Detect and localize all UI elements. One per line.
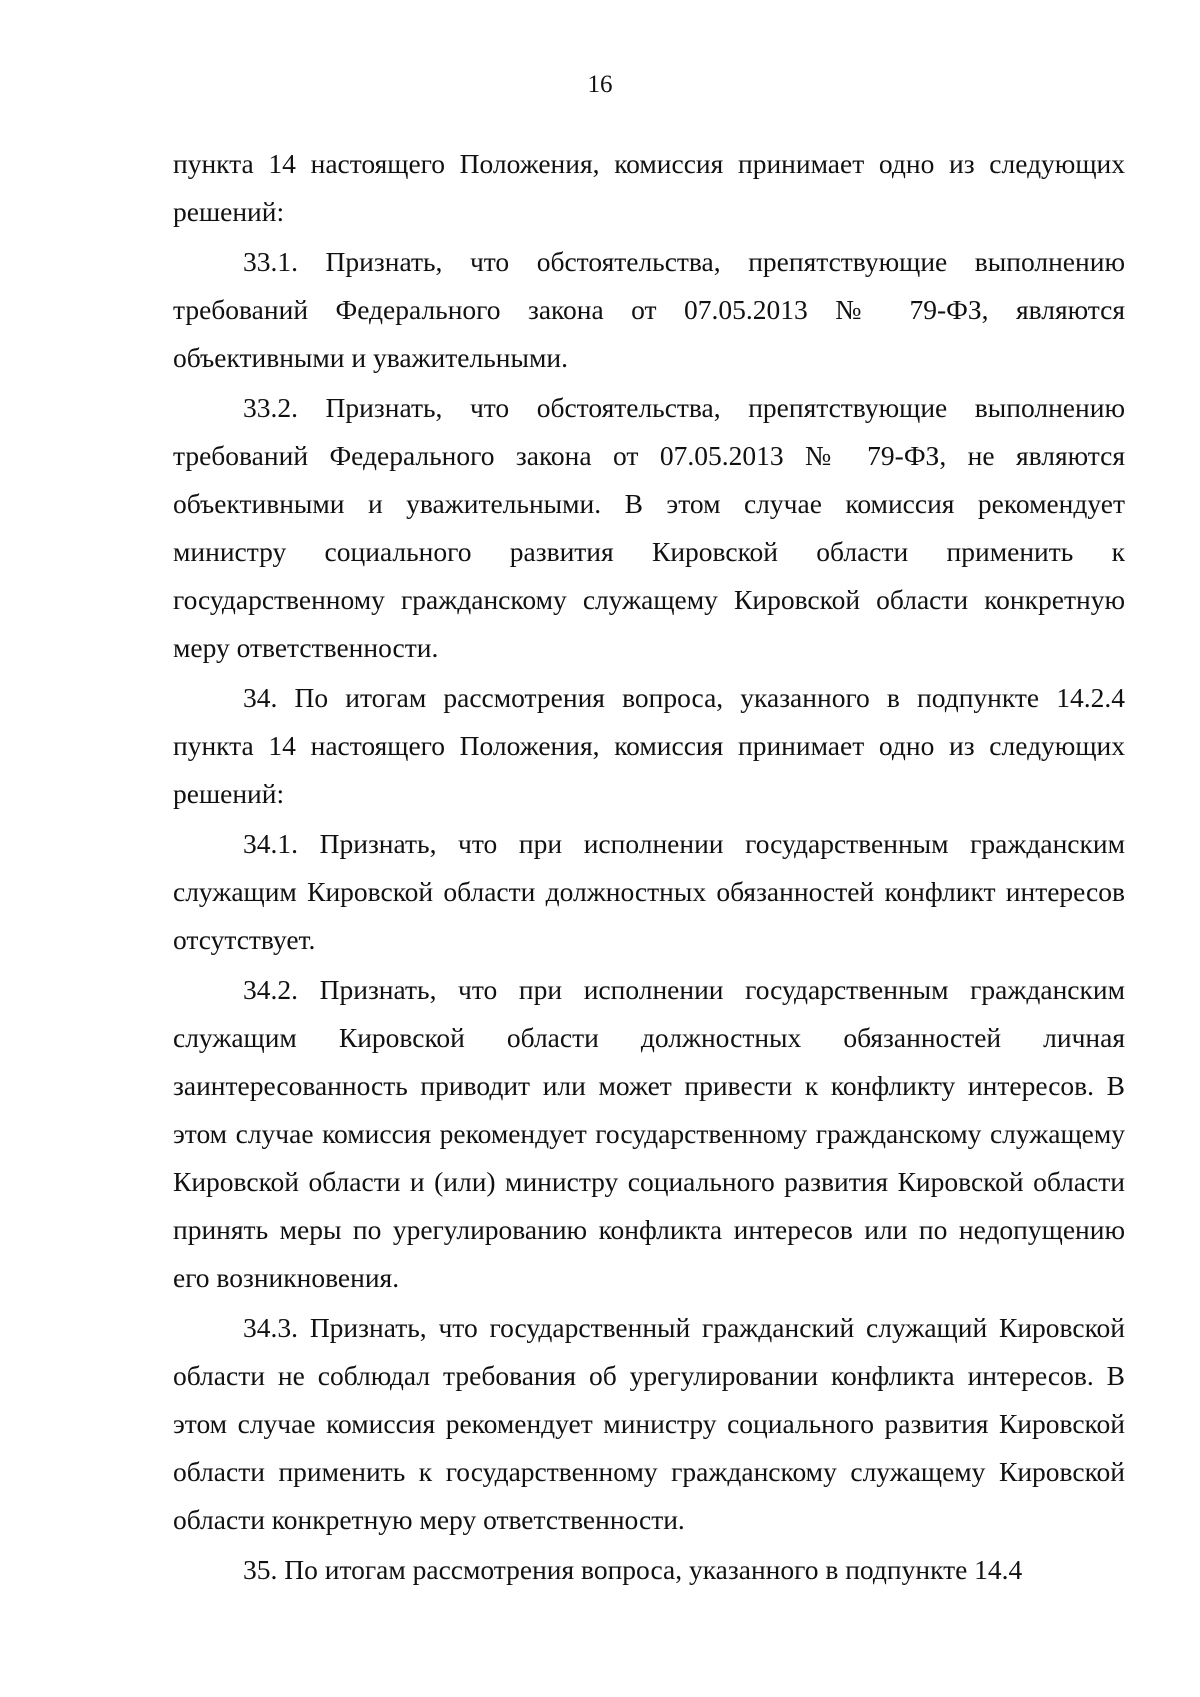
paragraph-33-1: 33.1. Признать, что обстоятельства, препятствующие выполнению требований Федерального закона от 07.05.2013 № 79-ФЗ, являются объективными и уважительными. [173, 246, 1125, 373]
paragraph-35: 35. По итогам рассмотрения вопроса, указанного в подпункте 14.4 [243, 1554, 1023, 1585]
paragraph-34: 34. По итогам рассмотрения вопроса, указанного в подпункте 14.2.4 пункта 14 настоящего Положения, комиссия принимает одно из следующих решений: [173, 682, 1125, 809]
paragraph-34-1: 34.1. Признать, что при исполнении государственным гражданским служащим Кировской области должностных обязанностей конфликт интересов отсутствует. [173, 828, 1125, 955]
paragraph-34-2: 34.2. Признать, что при исполнении государственным гражданским служащим Кировской области должностных обязанностей личная заинтересованность приводит или может привести к конфликту интересов. В этом случае комиссия рекомендует государственному гражданскому служащему Кировской области и (или) министру социального развития Кировской области принять меры по урегулированию конфликта интересов или по недопущению его возникновения. [173, 974, 1125, 1293]
paragraph-33-2: 33.2. Признать, что обстоятельства, препятствующие выполнению требований Федерального закона от 07.05.2013 № 79-ФЗ, не являются объективными и уважительными. В этом случае комиссия рекомендует министру социального развития Кировской области применить к государственному гражданскому служащему Кировской области конкретную меру ответственности. [173, 392, 1125, 663]
document-body [173, 140, 1125, 1596]
page-number: 16 [587, 71, 613, 98]
paragraph-34-3: 34.3. Признать, что государственный гражданский служащий Кировской области не соблюдал требования об урегулировании конфликта интересов. В этом случае комиссия рекомендует министру социального развития Кировской области применить к государственному гражданскому служащему Кировской области конкретную меру ответственности. [173, 1312, 1125, 1535]
paragraph-continuation: пункта 14 настоящего Положения, комиссия принимает одно из следующих решений: [173, 148, 1125, 227]
